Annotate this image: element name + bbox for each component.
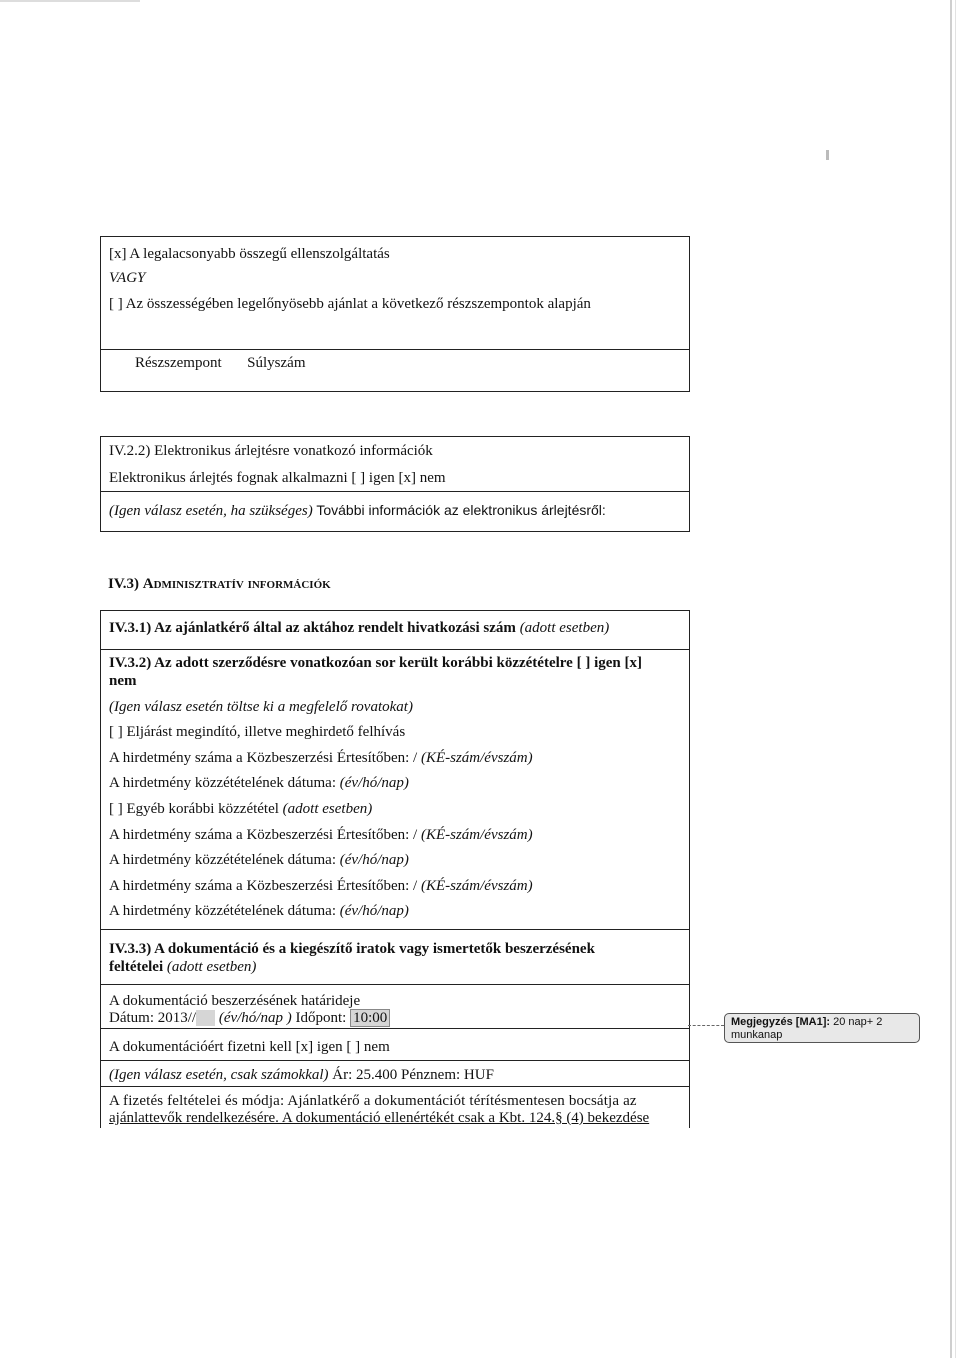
docs-fee-italic: (Igen válasz esetén, csak számokkal): [109, 1067, 329, 1083]
comment-label: Megjegyzés [MA1]:: [731, 1016, 831, 1028]
documentation-box: [100, 928, 690, 1128]
docs-fee-question: A dokumentációért fizetni kell [x] igen [ ] nem: [109, 1039, 390, 1055]
docs-date-format: (év/hó/nap ): [215, 1010, 292, 1026]
sub-criteria-header-row: [135, 354, 681, 372]
docs-separator-3: [101, 1060, 689, 1061]
reference-heading-bold: IV.3.1) Az ajánlatkérő által az aktához rendelt hivatkozási szám: [109, 620, 516, 636]
scan-edge-inner: [955, 0, 956, 1358]
prior-heading-line2: nem: [109, 673, 137, 689]
best-value-option: [ ] Az összességében legelőnyösebb ajánlat a következő részszempontok alapján: [109, 296, 591, 312]
notice-number-label: A hirdetmény száma a Közbeszerzési Értesítőben: /: [109, 878, 421, 894]
notice-date-label: A hirdetmény közzétételének dátuma:: [109, 903, 340, 919]
docs-heading-line1: IV.3.3) A dokumentáció és a kiegészítő iratok vagy ismertetők beszerzésének: [109, 941, 595, 957]
admin-section-title: Adminisztratív információk: [142, 576, 331, 592]
prior-instruction: (Igen válasz esetén töltse ki a megfelelő rovatokat): [109, 699, 413, 715]
docs-separator-1: [101, 984, 689, 985]
notice-date-label: A hirdetmény közzétételének dátuma:: [109, 775, 340, 791]
docs-payment-line2: ajánlattevők rendelkezésére. A dokumentáció ellenértékét csak a Kbt. 124.§ (4) bekezdése: [109, 1110, 650, 1126]
sub-criteria-box: [100, 348, 690, 392]
prior-notice-number-1: [109, 749, 681, 767]
docs-date-label: Dátum: 2013//: [109, 1010, 197, 1026]
section-heading-admin: [108, 575, 331, 593]
sub-criterion-header: Részszempont: [135, 355, 222, 371]
docs-payment-line1: A fizetés feltételei és módja: Ajánlatkérő a dokumentációt térítésmentesen bocsátja az: [109, 1093, 637, 1109]
docs-fee-row: [109, 1066, 681, 1084]
notice-number-label: A hirdetmény száma a Közbeszerzési Értesítőben: /: [109, 827, 421, 843]
notice-date-format: (év/hó/nap): [339, 852, 409, 868]
other-publication-italic: (adott esetben): [282, 801, 373, 817]
admin-section-number: IV.3): [108, 576, 143, 592]
docs-deadline-label: A dokumentáció beszerzésének határideje: [109, 993, 361, 1009]
docs-heading-line2: [109, 958, 681, 976]
other-publication-label: [ ] Egyéb korábbi közzététel: [109, 801, 283, 817]
prior-notice-number-2: [109, 826, 681, 844]
docs-separator-2: [101, 1028, 689, 1029]
or-label: VAGY: [109, 270, 146, 286]
prior-heading-line1: IV.3.2) Az adott szerződésre vonatkozóan sor került korábbi közzétételre [ ] igen [x]: [109, 655, 642, 671]
electronic-auction-box: [100, 436, 690, 532]
scan-speck: [0, 0, 140, 2]
comment-text-line1: 20 nap+ 2: [830, 1016, 883, 1028]
weight-header: Súlyszám: [247, 355, 306, 371]
auction-question: Elektronikus árlejtés fognak alkalmazni [ ] igen [x] nem: [109, 470, 446, 486]
notice-number-format: (KÉ-szám/évszám): [420, 827, 533, 843]
notice-number-format: (KÉ-szám/évszám): [420, 750, 533, 766]
docs-heading-italic: (adott esetben): [163, 959, 257, 975]
comment-connector: [688, 1025, 724, 1026]
docs-time-label: Időpont:: [291, 1010, 351, 1026]
prior-item-call: [ ] Eljárást megindító, illetve meghirdető felhívás: [109, 724, 406, 740]
auction-further-text: További információk az elektronikus árlejtésről:: [312, 502, 606, 518]
docs-fee-price: Ár: 25.400 Pénznem: HUF: [328, 1067, 494, 1083]
auction-separator: [101, 491, 689, 492]
lowest-price-option: [x] A legalacsonyabb összegű ellenszolgáltatás: [109, 246, 390, 262]
notice-date-label: A hirdetmény közzétételének dátuma:: [109, 852, 340, 868]
docs-separator-4: [101, 1086, 689, 1087]
prior-item-other: [109, 800, 681, 818]
notice-date-format: (év/hó/nap): [339, 903, 409, 919]
prior-notice-date-3: [109, 902, 681, 920]
auction-heading: IV.2.2) Elektronikus árlejtésre vonatkozó információk: [109, 443, 433, 459]
docs-time-field[interactable]: 10:00: [350, 1009, 390, 1027]
scan-speck: [826, 150, 829, 160]
reference-number-box: [100, 610, 690, 650]
reference-number-heading: [109, 619, 681, 637]
reference-heading-italic: (adott esetben): [515, 620, 610, 636]
docs-date-row: [109, 1009, 681, 1027]
scan-edge: [950, 0, 952, 1358]
prior-notice-date-1: [109, 774, 681, 792]
prior-notice-date-2: [109, 851, 681, 869]
auction-further-info: [109, 501, 681, 520]
comment-line1: [731, 1016, 913, 1029]
notice-number-label: A hirdetmény száma a Közbeszerzési Értesítőben: /: [109, 750, 421, 766]
auction-further-italic: (Igen válasz esetén, ha szükséges): [109, 503, 313, 519]
docs-heading-conditions: feltételei: [109, 959, 164, 975]
prior-publication-box: [100, 648, 690, 930]
prior-notice-number-3: [109, 877, 681, 895]
notice-number-format: (KÉ-szám/évszám): [420, 878, 533, 894]
docs-date-field[interactable]: [196, 1010, 215, 1026]
comment-text-line2: munkanap: [731, 1029, 783, 1041]
award-criteria-box: [100, 236, 690, 350]
notice-date-format: (év/hó/nap): [339, 775, 409, 791]
comment-balloon[interactable]: [724, 1013, 920, 1043]
